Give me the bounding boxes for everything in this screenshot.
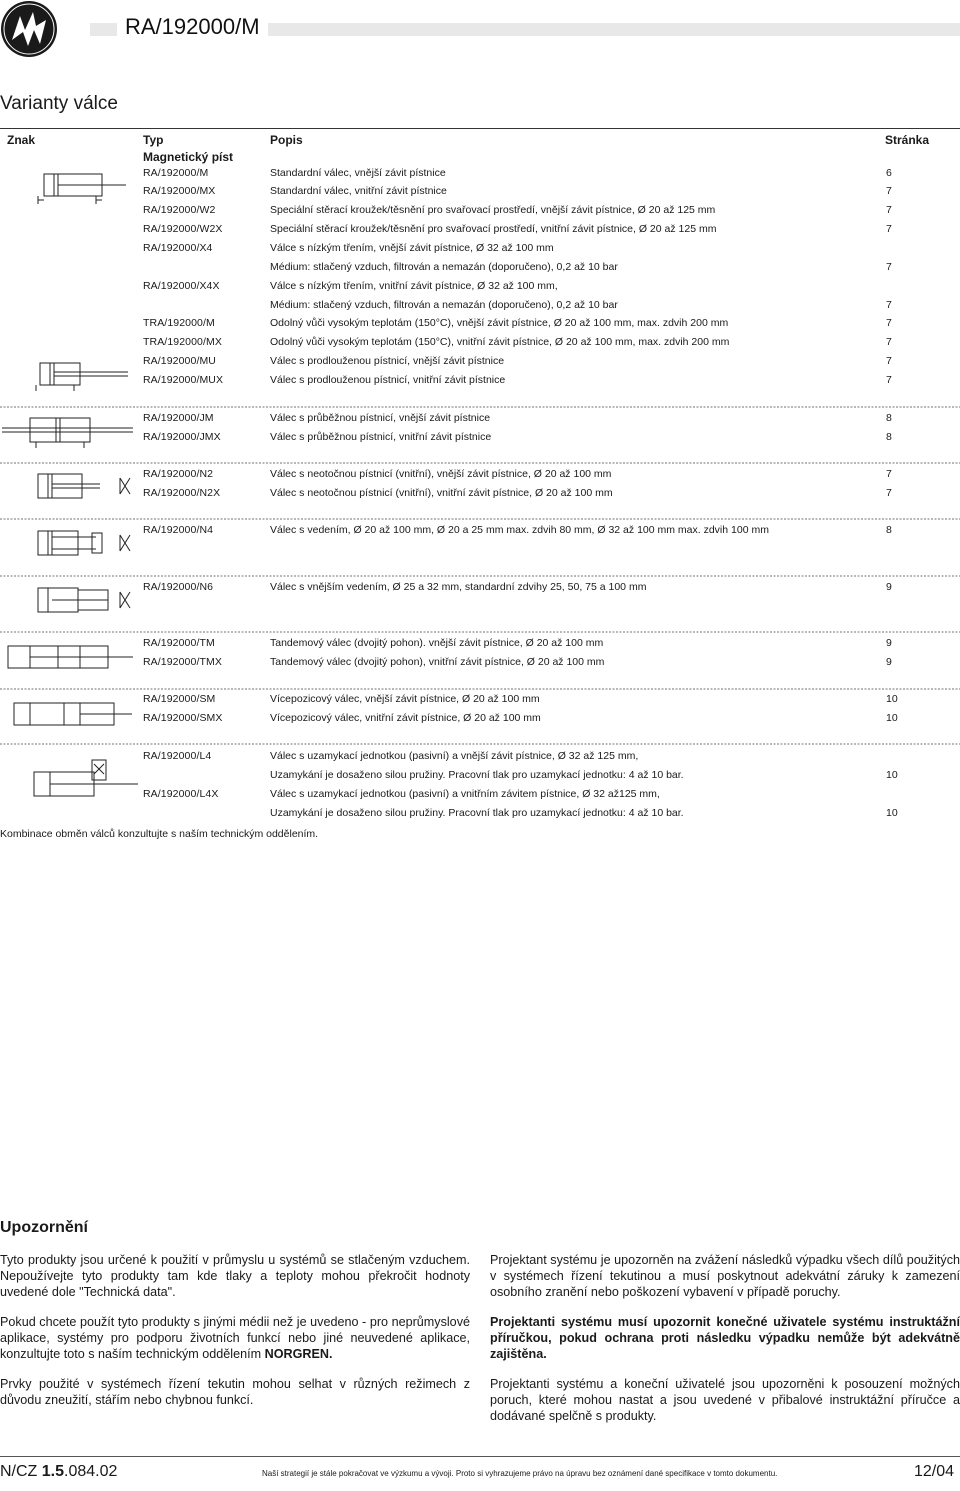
row-popis: Válec s vnějším vedením, Ø 25 a 32 mm, standardní zdvihy 25, 50, 75 a 100 mm bbox=[270, 581, 647, 593]
norgren-logo-icon bbox=[0, 0, 58, 58]
warning-left-p2 bbox=[0, 1314, 470, 1362]
table-row bbox=[0, 465, 960, 483]
row-typ: RA/192000/JMX bbox=[143, 431, 221, 443]
row-stranka: 7 bbox=[886, 355, 892, 367]
table-row bbox=[0, 804, 960, 822]
table-row bbox=[0, 521, 960, 539]
table-row bbox=[0, 634, 960, 652]
row-typ: RA/192000/X4 bbox=[143, 242, 213, 254]
row-popis: Vícepozicový válec, vnější závit pístnice, Ø 20 až 100 mm bbox=[270, 693, 540, 705]
table-row bbox=[0, 220, 960, 238]
table-row bbox=[0, 201, 960, 219]
row-typ: RA/192000/SMX bbox=[143, 712, 223, 724]
page-title: RA/192000/M bbox=[117, 14, 268, 40]
table-row bbox=[0, 484, 960, 502]
table-row bbox=[0, 333, 960, 351]
table-top-rule bbox=[0, 128, 960, 129]
row-popis: Válec s průběžnou pístnicí, vnější závit pístnice bbox=[270, 412, 491, 424]
row-typ: RA/192000/W2X bbox=[143, 223, 223, 235]
table-row bbox=[0, 428, 960, 446]
warning-left-p1: Tyto produkty jsou určené k použití v průmyslu u systémů se stlačeným vzduchem. Nepoužívejte tyto produkty tam kde tlaky a teploty mohou překročit hodnoty uvedené dole "Technická data". bbox=[0, 1253, 470, 1299]
col-header-stranka: Stránka bbox=[885, 133, 930, 147]
row-typ: RA/192000/MU bbox=[143, 355, 216, 367]
row-popis: Standardní válec, vnější závit pístnice bbox=[270, 167, 446, 179]
row-popis: Válec s neotočnou pístnicí (vnitřní), vnější závit pístnice, Ø 20 až 100 mm bbox=[270, 468, 612, 480]
row-popis: Médium: stlačený vzduch, filtrován a nemazán (doporučeno), 0,2 až 10 bar bbox=[270, 261, 618, 273]
footer-rule bbox=[0, 1456, 960, 1457]
table-row bbox=[0, 352, 960, 370]
page-header bbox=[0, 0, 960, 58]
row-stranka: 10 bbox=[886, 769, 898, 781]
row-stranka: 8 bbox=[886, 412, 892, 424]
row-popis: Speciální stěrací kroužek/těsnění pro svařovací prostředí, vnější závit pístnice, Ø 20 až 125 mm bbox=[270, 204, 716, 216]
row-popis: Válce s nízkým třením, vnější závit pístnice, Ø 32 až 100 mm bbox=[270, 242, 554, 254]
col-header-popis: Popis bbox=[270, 133, 303, 147]
table-row bbox=[0, 296, 960, 314]
row-typ: RA/192000/L4 bbox=[143, 750, 212, 762]
table-row bbox=[0, 409, 960, 427]
row-typ: RA/192000/TMX bbox=[143, 656, 222, 668]
row-typ: RA/192000/SM bbox=[143, 693, 216, 705]
row-stranka: 7 bbox=[886, 374, 892, 386]
row-typ: RA/192000/N2X bbox=[143, 487, 221, 499]
row-stranka: 7 bbox=[886, 468, 892, 480]
row-typ: RA/192000/N6 bbox=[143, 581, 214, 593]
row-stranka: 10 bbox=[886, 712, 898, 724]
row-popis: Uzamykání je dosaženo silou pružiny. Pracovní tlak pro uzamykací jednotku: 4 až 10 bar. bbox=[270, 807, 684, 819]
table-row bbox=[0, 653, 960, 671]
footer-code bbox=[0, 1463, 117, 1481]
row-typ: RA/192000/JM bbox=[143, 412, 214, 424]
row-popis: Odolný vůči vysokým teplotám (150°C), vnitřní závit pístnice, Ø 20 až 100 mm, max. zdvih 200 mm bbox=[270, 336, 730, 348]
warning-left-column bbox=[0, 1252, 470, 1422]
row-popis: Standardní válec, vnitřní závit pístnice bbox=[270, 185, 447, 197]
table-row bbox=[0, 164, 960, 182]
warning-right-p1: Projektant systému je upozorněn na zvážení následků výpadku všech dílů použitých v systémech řízení tekutinou a musí poskytnout adekvátní záruky k zamezení osobního zranění nebo poškození vybavení v případě poruchy. bbox=[490, 1253, 960, 1299]
row-stranka: 7 bbox=[886, 336, 892, 348]
row-typ: RA/192000/MX bbox=[143, 185, 216, 197]
row-stranka: 8 bbox=[886, 524, 892, 536]
row-stranka: 10 bbox=[886, 693, 898, 705]
table-note: Kombinace obměn válců konzultujte s naším technickým oddělením. bbox=[0, 828, 319, 840]
footer-code-suffix: .084.02 bbox=[64, 1463, 118, 1480]
row-popis: Médium: stlačený vzduch, filtrován a nemazán (doporučeno), 0,2 až 10 bar bbox=[270, 299, 618, 311]
row-popis: Válce s nízkým třením, vnitřní závit pístnice, Ø 32 až 100 mm, bbox=[270, 280, 558, 292]
row-stranka: 6 bbox=[886, 167, 892, 179]
col-header-typ: Typ bbox=[143, 133, 164, 147]
row-popis: Válec s prodlouženou pístnicí, vnitřní závit pístnice bbox=[270, 374, 506, 386]
warning-left-p2-text: Pokud chcete použít tyto produkty s jinými médii než je uvedeno - pro neprůmyslové aplikace, systémy pro podporu životních funkcí nebo jiné neuvedené aplikace, konzultujte toto s naším technickým oddělením bbox=[0, 1315, 470, 1361]
row-popis: Válec s uzamykací jednotkou (pasivní) a vnitřním závitem pístnice, Ø 32 až125 mm, bbox=[270, 788, 660, 800]
row-typ: RA/192000/N4 bbox=[143, 524, 214, 536]
row-popis: Válec s neotočnou pístnicí (vnitřní), vnitřní závit pístnice, Ø 20 až 100 mm bbox=[270, 487, 613, 499]
row-stranka: 10 bbox=[886, 807, 898, 819]
row-stranka: 7 bbox=[886, 223, 892, 235]
warning-title: Upozornění bbox=[0, 1219, 88, 1236]
row-stranka: 7 bbox=[886, 185, 892, 197]
row-stranka: 8 bbox=[886, 431, 892, 443]
row-stranka: 9 bbox=[886, 581, 892, 593]
row-typ: RA/192000/X4X bbox=[143, 280, 220, 292]
table-row bbox=[0, 239, 960, 257]
col-header-typ-sub: Magnetický píst bbox=[143, 150, 234, 164]
row-popis: Uzamykání je dosaženo silou pružiny. Pracovní tlak pro uzamykací jednotku: 4 až 10 bar. bbox=[270, 769, 684, 781]
table-row bbox=[0, 709, 960, 727]
row-stranka: 9 bbox=[886, 637, 892, 649]
table-row bbox=[0, 785, 960, 803]
row-popis: Tandemový válec (dvojitý pohon), vnitřní závit pístnice, Ø 20 až 100 mm bbox=[270, 656, 605, 668]
row-typ: RA/192000/TM bbox=[143, 637, 215, 649]
row-stranka: 7 bbox=[886, 204, 892, 216]
table-row bbox=[0, 258, 960, 276]
row-typ: RA/192000/L4X bbox=[143, 788, 219, 800]
table-row bbox=[0, 314, 960, 332]
row-popis: Válec s průběžnou pístnicí, vnitřní závit pístnice bbox=[270, 431, 492, 443]
section-title: Varianty válce bbox=[0, 93, 118, 114]
row-popis: Speciální stěrací kroužek/těsnění pro svařovací prostředí, vnitřní závit pístnice, Ø 20 až 125 mm bbox=[270, 223, 717, 235]
row-typ: TRA/192000/MX bbox=[143, 336, 222, 348]
warning-left-p3: Prvky použité v systémech řízení tekutin mohou selhat v různých režimech z důvodu zneužití, stářím nebo chybnou funkcí. bbox=[0, 1377, 470, 1407]
footer-code-bold: 1.5 bbox=[41, 1463, 65, 1480]
table-row bbox=[0, 747, 960, 765]
row-stranka: 7 bbox=[886, 261, 892, 273]
footer-code-prefix: N/CZ bbox=[0, 1463, 42, 1480]
warning-right-column bbox=[490, 1252, 960, 1438]
row-popis: Válec s prodlouženou pístnicí, vnější závit pístnice bbox=[270, 355, 505, 367]
table-row bbox=[0, 182, 960, 200]
row-typ: RA/192000/W2 bbox=[143, 204, 216, 216]
row-typ: RA/192000/N2 bbox=[143, 468, 214, 480]
row-stranka: 7 bbox=[886, 487, 892, 499]
footer-page: 12/04 bbox=[913, 1463, 954, 1480]
row-typ: TRA/192000/M bbox=[143, 317, 215, 329]
row-popis: Válec s vedením, Ø 20 až 100 mm, Ø 20 a 25 mm max. zdvih 80 mm, Ø 32 až 100 mm max. zdvih 100 mm bbox=[270, 524, 769, 536]
row-stranka: 7 bbox=[886, 317, 892, 329]
footer-disclaimer: Naší strategií je stále pokračovat ve výzkumu a vývoji. Proto si vyhrazujeme právo na úpravu bez oznámení dané specifikace v tomto dokumentu. bbox=[262, 1469, 778, 1478]
row-popis: Odolný vůči vysokým teplotám (150°C), vnější závit pístnice, Ø 20 až 100 mm, max. zdvih 200 mm bbox=[270, 317, 729, 329]
row-stranka: 9 bbox=[886, 656, 892, 668]
warning-right-p3: Projektanti systému a koneční uživatelé jsou upozorněni k posouzení možných poruch, které mohou nastat a jsou uvedené v přibalové instruktážní příručce a dodávané spelčně s produkty. bbox=[490, 1377, 960, 1423]
table-row bbox=[0, 690, 960, 708]
table-row bbox=[0, 277, 960, 295]
table-row bbox=[0, 766, 960, 784]
row-popis: Vícepozicový válec, vnitřní závit pístnice, Ø 20 až 100 mm bbox=[270, 712, 541, 724]
col-header-znak: Znak bbox=[7, 133, 36, 147]
warning-right-p2: Projektanti systému musí upozornit konečné uživatele systému instruktážní příručkou, pokud ochrana proti následku výpadku nemůže být adekvátně zajištěna. bbox=[490, 1315, 960, 1361]
table-row bbox=[0, 578, 960, 596]
row-typ: RA/192000/M bbox=[143, 167, 209, 179]
table-row bbox=[0, 371, 960, 389]
warning-left-p2-bold: NORGREN. bbox=[264, 1347, 333, 1361]
row-stranka: 7 bbox=[886, 299, 892, 311]
row-typ: RA/192000/MUX bbox=[143, 374, 224, 386]
row-popis: Tandemový válec (dvojitý pohon). vnější závit pístnice, Ø 20 až 100 mm bbox=[270, 637, 604, 649]
row-popis: Válec s uzamykací jednotkou (pasivní) a vnější závit pístnice, Ø 32 až 125 mm, bbox=[270, 750, 639, 762]
